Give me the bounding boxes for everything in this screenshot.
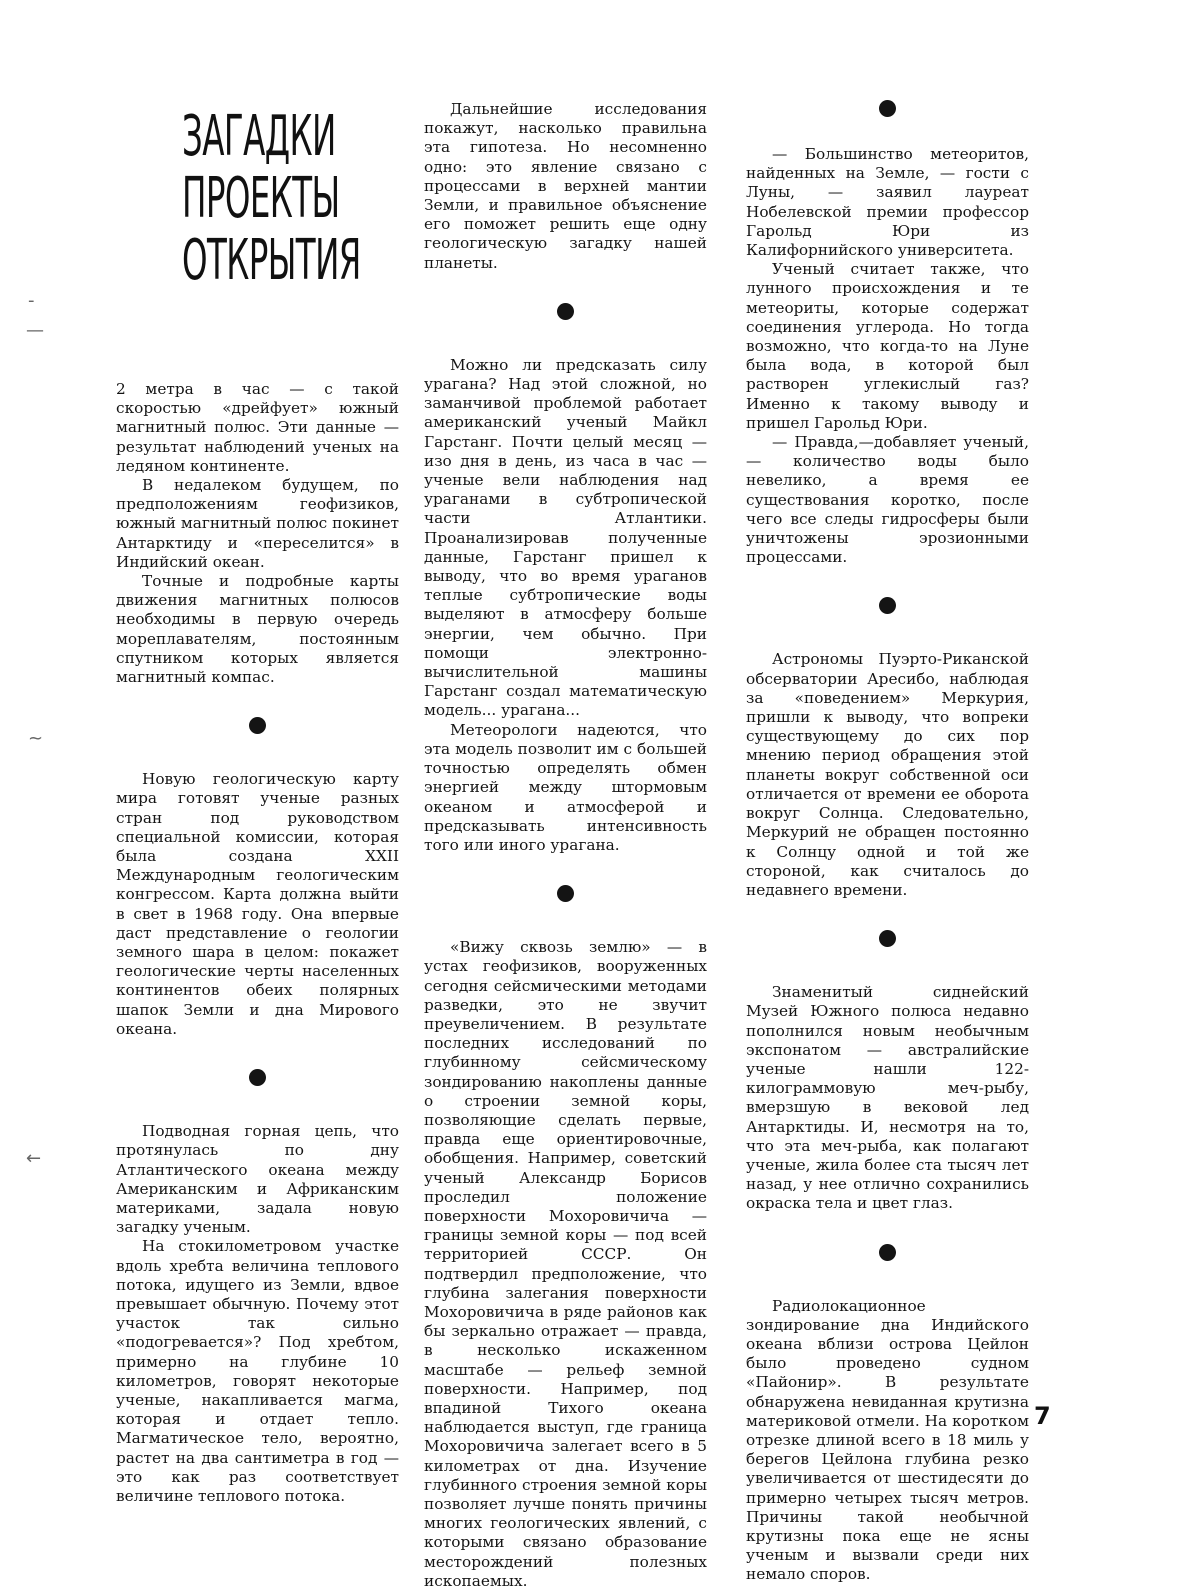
paragraph: Можно ли предсказать силу урагана? Над этой сложной, но заманчивой проблемой работает американский ученый Майкл Гарстанг. Почти целый месяц — изо дня в день, из часа в час — ученые вели наблюдения над ураганами в субтропической части Атлантики. Проанализировав полученные данные, Гарстанг пришел к выводу, что во время ураганов теплые субтропические воды выделяют в атмосферу больше энергии, чем обычно. При помощи электронно-вычислительной машины Гарстанг создал математическую модель... урагана... <box>424 355 707 720</box>
article-magnetic-pole <box>116 380 399 687</box>
paragraph: Дальнейшие исследования покажут, насколько правильна эта гипотеза. Но несомненно одно: это явление связано с процессами в верхней мантии Земли, и правильное объяснение его поможет решить еще одну геологическую загадку нашей планеты. <box>424 100 707 272</box>
article-hurricane <box>424 356 707 855</box>
margin-mark-3: ~ <box>28 728 44 749</box>
paragraph: Новую геологическую карту мира готовят ученые разных стран под руководством специальной комиссии, которая была создана XXII Международным геологическим конгрессом. Карта должна выйти в свет в 1968 году. Она впервые даст представление о геологии земного шара в целом: покажет геологические черты населенных континентов обеих полярных шапок Земли и дна Мирового океана. <box>116 770 399 1038</box>
bullet-separator <box>249 717 266 734</box>
bullet-separator <box>249 1069 266 1086</box>
column-left <box>116 380 399 1506</box>
title-line-projects: ПРОЕКТЫ <box>182 166 340 231</box>
paragraph: — Правда,—добавляет ученый,— количество воды было невелико, а время ее существования коротко, после чего все следы гидросферы были уничтожены эрозионными процессами. <box>746 433 1029 567</box>
bullet-separator <box>879 597 896 614</box>
title-line-discoveries: ОТКРЫТИЯ <box>182 228 361 293</box>
article-mercury <box>746 650 1029 900</box>
article-underwater-ridge <box>116 1122 399 1506</box>
title-line-riddles: ЗАГАДКИ <box>182 104 336 169</box>
paragraph: «Вижу сквозь землю» — в устах геофизиков, вооруженных сегодня сейсмическими методами разведки, это не звучит преувеличением. В результате последних исследований по глубинному сейсмическому зондированию накоплены данные о строении земной коры, позволяющие сделать первые, правда еще ориентировочные, обобщения. Например, советский ученый Александр Борисов проследил положение поверхности Мохоровичича — границы земной коры — под всей территорией СССР. Он подтвердил предположение, что глубина залегания поверхности Мохоровичича в ряде районов как бы зеркально отражает — правда, в несколько искаженном масштабе — рельеф земной поверхности. Например, под впадиной Тихого океана наблюдается выступ, где граница Мохоровичича залегает всего в 5 километрах от дна. Изучение глубинного строения земной коры позволяет лучше понять причины многих геологических явлений, с которыми связано образование месторождений полезных ископаемых. <box>424 938 707 1590</box>
column-middle <box>424 100 707 1591</box>
article-seismic <box>424 938 707 1591</box>
article-meteorites <box>746 145 1029 567</box>
margin-mark-1: - <box>28 290 35 311</box>
article-ridge-continued <box>424 100 707 273</box>
bullet-separator <box>879 100 896 117</box>
page-number: 7 <box>1034 1402 1051 1430</box>
paragraph: Точные и подробные карты движения магнитных полюсов необходимы в первую очередь мореплавателям, постоянным спутником которых является магнитный компас. <box>116 572 399 687</box>
margin-mark-4: ← <box>26 1148 42 1169</box>
paragraph: В недалеком будущем, по предположениям геофизиков, южный магнитный полюс покинет Антарктиду и «переселится» в Индийский океан. <box>116 476 399 571</box>
article-geological-map <box>116 770 399 1039</box>
paragraph: Подводная горная цепь, что протянулась по дну Атлантического океана между Американским и Африканским материками, задала новую загадку ученым. <box>116 1122 399 1237</box>
bullet-separator <box>557 885 574 902</box>
paragraph: — Большинство метеоритов, найденных на Земле, — гости с Луны, — заявил лауреат Нобелевской премии профессор Гарольд Юри из Калифорнийского университета. <box>746 145 1029 260</box>
bullet-separator <box>879 930 896 947</box>
paragraph: Ученый считает также, что лунного происхождения и те метеориты, которые содержат соединения углерода. Но тогда возможно, что когда-то на Луне была вода, в которой был растворен углекислый газ? Именно к такому выводу и пришел Гарольд Юри. <box>746 260 1029 432</box>
article-swordfish <box>746 983 1029 1213</box>
paragraph: Радиолокационное зондирование дна Индийского океана вблизи острова Цейлон было проведено судном «Пайонир». В результате обнаружена невиданная крутизна материковой отмели. На коротком отрезке длиной всего в 18 миль у берегов Цейлона глубина резко увеличивается от шестидесяти до примерно четырех тысяч метров. Причины такой необычной крутизны пока еще не ясны ученым и вызвали среди них немало споров. <box>746 1296 1029 1584</box>
bullet-separator <box>557 303 574 320</box>
column-right <box>746 100 1029 1585</box>
margin-mark-2: — <box>26 320 44 341</box>
paragraph: Астрономы Пуэрто-Риканской обсерватории Аресибо, наблюдая за «поведением» Меркурия, пришли к выводу, что вопреки существующему до сих пор мнению период обращения этой планеты вокруг собственной оси отличается от времени ее оборота вокруг Солнца. Следовательно, Меркурий не обращен постоянно к Солнцу одной и той же стороной, как считалось до недавнего времени. <box>746 650 1029 899</box>
article-ceylon <box>746 1297 1029 1585</box>
paragraph: Метеорологи надеются, что эта модель позволит им с большей точностью определять обмен энергией между штормовым океаном и атмосферой и предсказывать интенсивность того или иного урагана. <box>424 720 707 854</box>
paragraph: 2 метра в час — с такой скоростью «дрейфует» южный магнитный полюс. Эти данные — результат наблюдений ученых на ледяном континенте. <box>116 380 399 475</box>
bullet-separator <box>879 1244 896 1261</box>
paragraph: Знаменитый сиднейский Музей Южного полюса недавно пополнился новым необычным экспонатом — австралийские ученые нашли 122-килограммовую меч-рыбу, вмерзшую в вековой лед Антарктиды. И, несмотря на то, что эта меч-рыба, как полагают ученые, жила более ста тысяч лет назад, у нее отлично сохранились окраска тела и цвет глаз. <box>746 983 1029 1213</box>
paragraph: На стокилометровом участке вдоль хребта величина теплового потока, идущего из Земли, вдвое превышает обычную. Почему этот участок так сильно «подогревается»? Под хребтом, примерно на глубине 10 километров, говорят некоторые ученые, накапливается магма, которая и отдает тепло. Магматическое тело, вероятно, растет на два сантиметра в год — это как раз соответствует величине теплового потока. <box>116 1237 399 1505</box>
section-title <box>182 104 361 293</box>
